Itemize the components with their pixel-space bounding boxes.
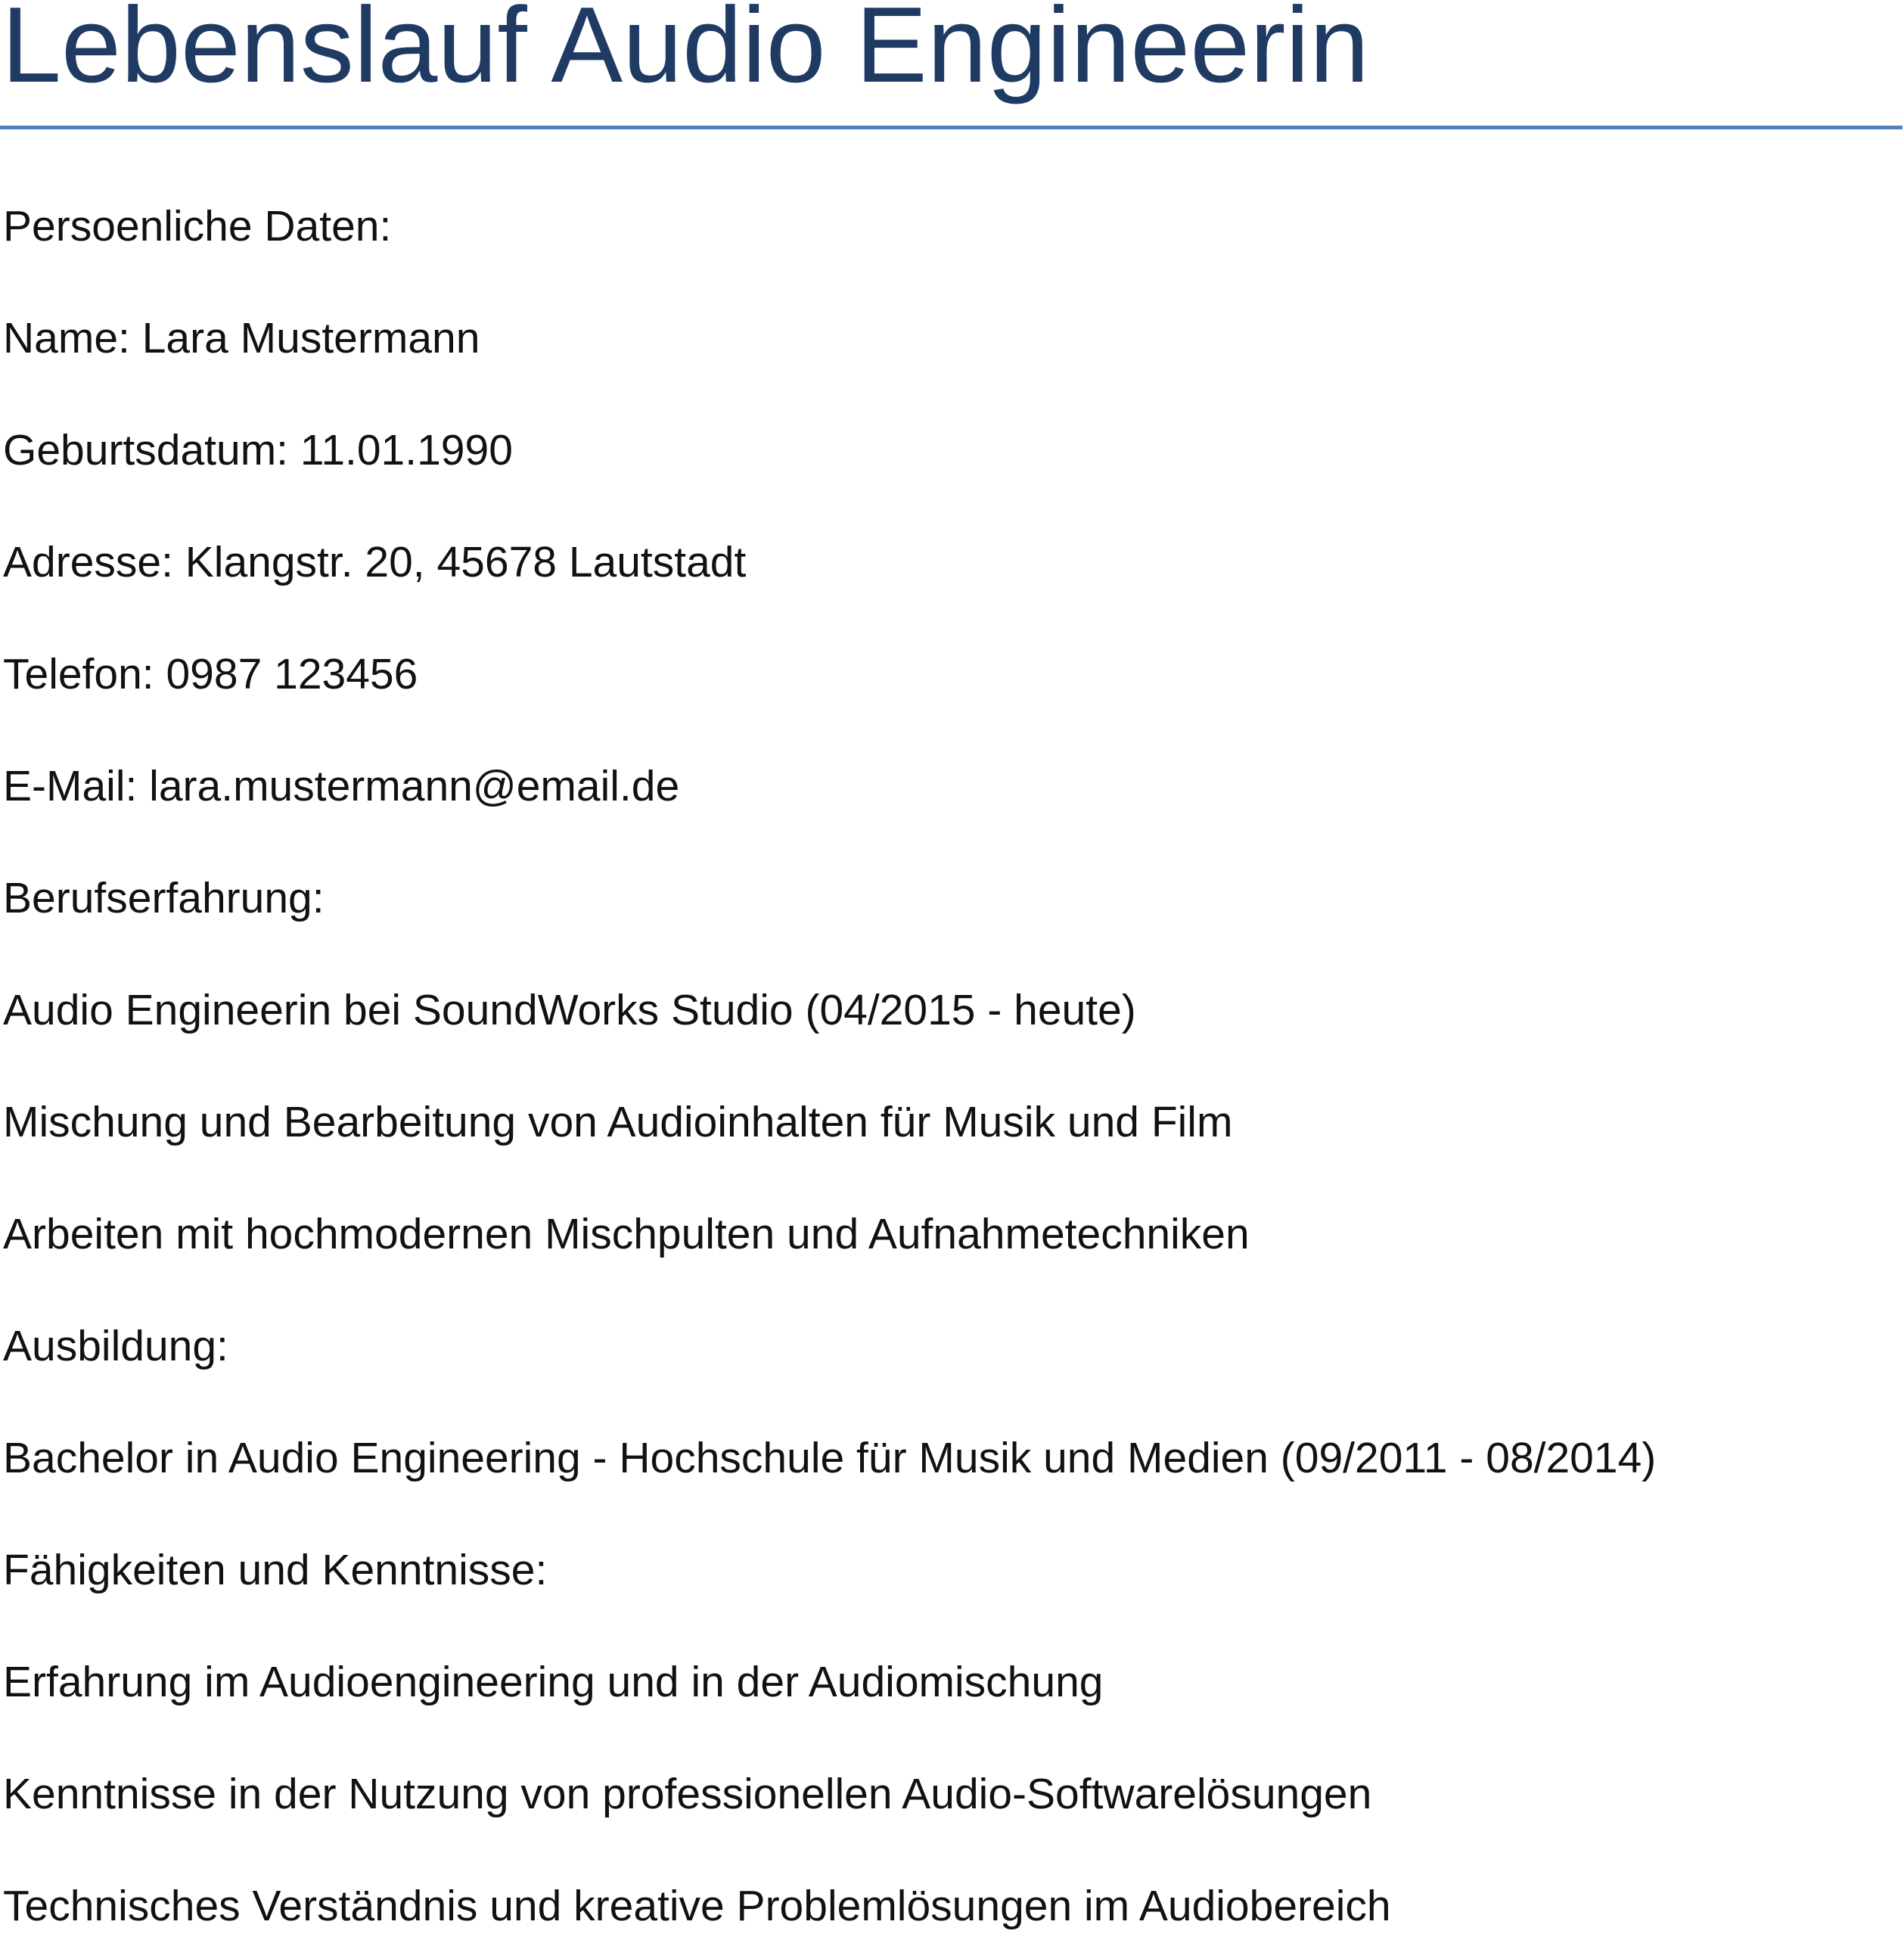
section-heading-education: Ausbildung: [3, 1322, 228, 1370]
section-heading-experience: Berufserfahrung: [3, 874, 325, 922]
text-line-job-title: Audio Engineerin bei SoundWorks Studio (04/2015 - heute) [3, 986, 1136, 1034]
text-line-skill-1: Erfahrung im Audioengineering und in der Audiomischung [3, 1658, 1104, 1706]
text-line-birthdate: Geburtsdatum: 11.01.1990 [3, 426, 513, 474]
section-heading-personal-data: Persoenliche Daten: [3, 202, 392, 250]
text-line-phone: Telefon: 0987 123456 [3, 650, 418, 698]
text-line-job-duty-2: Arbeiten mit hochmodernen Mischpulten und Aufnahmetechniken [3, 1210, 1250, 1258]
text-line-email: E-Mail: lara.mustermann@email.de [3, 762, 680, 810]
text-line-job-duty-1: Mischung und Bearbeitung von Audioinhalten für Musik und Film [3, 1098, 1233, 1146]
text-line-skill-3: Technisches Verständnis und kreative Problemlösungen im Audiobereich [3, 1882, 1391, 1930]
title-divider [0, 126, 1902, 129]
text-line-degree: Bachelor in Audio Engineering - Hochschule für Musik und Medien (09/2011 - 08/2014) [3, 1434, 1657, 1482]
text-line-skill-2: Kenntnisse in der Nutzung von professionellen Audio-Softwarelösungen [3, 1770, 1372, 1818]
text-line-address: Adresse: Klangstr. 20, 45678 Lautstadt [3, 538, 747, 586]
text-line-name: Name: Lara Mustermann [3, 314, 480, 362]
section-heading-skills: Fähigkeiten und Kenntnisse: [3, 1546, 548, 1594]
document-title: Lebenslauf Audio Engineerin [2, 0, 1370, 105]
